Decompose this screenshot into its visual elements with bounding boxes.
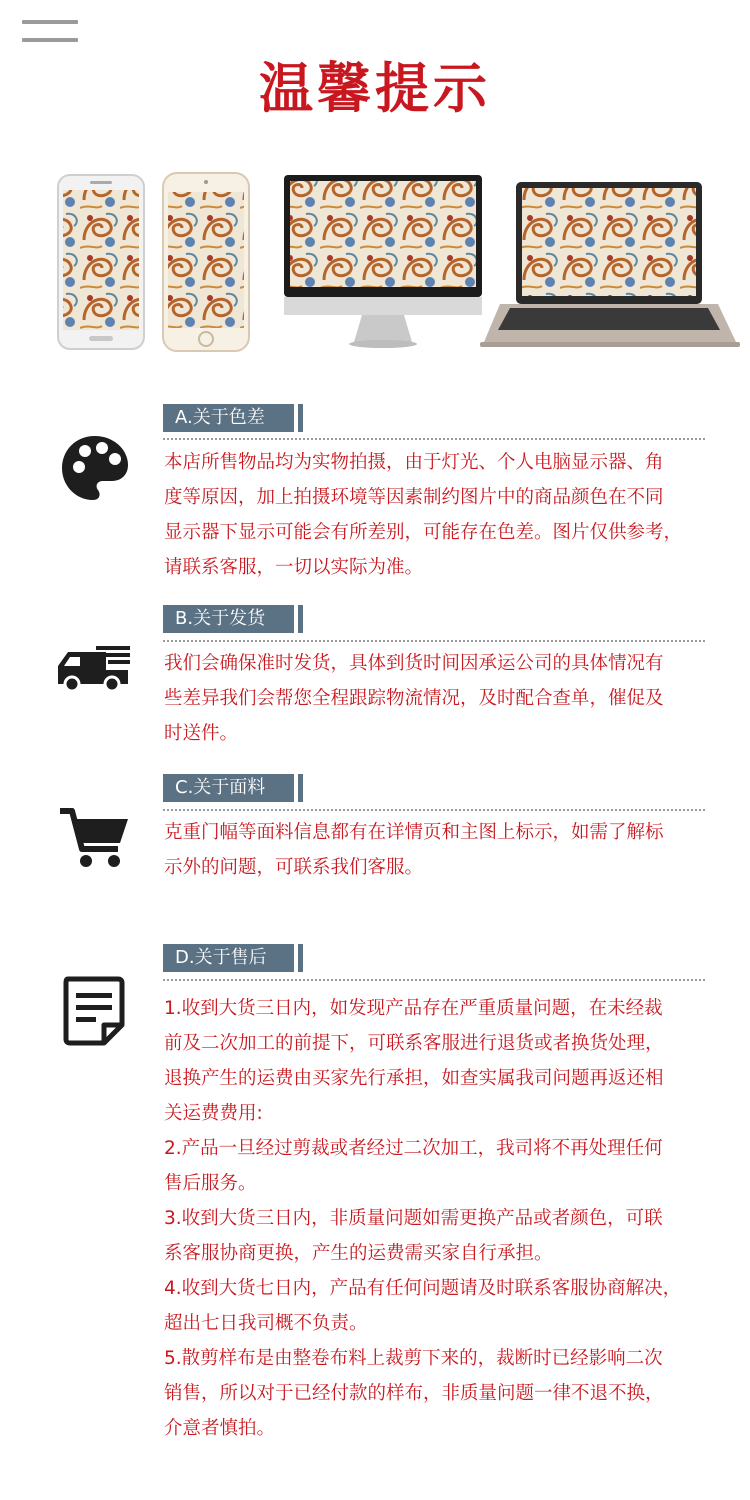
- devices-illustration: [0, 170, 750, 360]
- section-a-text: 本店所售物品均为实物拍摄，由于灯光、个人电脑显示器、角 度等原因，加上拍摄环境等因素制约图片中的商品颜色在不同 显示器下显示可能会有所差别，可能存在色差。图片仅供参考， 请联系客服，一切以实际为准。: [164, 452, 683, 578]
- phone-icon: [58, 175, 144, 349]
- divider: [163, 979, 705, 981]
- monitor-icon: [284, 175, 482, 348]
- section-d-header: [163, 944, 303, 972]
- section-c-text: 克重门幅等面料信息都有在详情页和主图上标示，如需了解标 示外的问题，可联系我们客服。: [164, 822, 664, 878]
- laptop-icon: [480, 182, 740, 347]
- cart-icon: [58, 805, 130, 871]
- section-c-header: [163, 774, 303, 802]
- palette-icon: [60, 434, 130, 504]
- section-d-text: 1.收到大货三日内，如发现产品存在严重质量问题，在未经裁 前及二次加工的前提下，可联系客服进行退货或者换货处理， 退换产生的运费由买家先行承担，如查实属我司问题再返还相 关运费费用: 2.产品一旦经过剪裁或者经过二次加工，我司将不再处理任何 售后服务。 3.收到大货三日内，非质量问题如需更换产品或者颜色，可联 系客服协商更换，产生的运费需买家自行承担。 4.收到大货七日内，产品有任何问题请及时联系客服协商解决， 超出七日我司概不负责。 5.散剪样布是由整卷布料上裁剪下来的，裁断时已经影响二次 销售，所以对于已经付款的样布，非质量问题一律不退不换， 介意者慎拍。: [164, 998, 682, 1439]
- truck-icon: [56, 644, 132, 694]
- section-d-title: D.关于售后: [163, 944, 294, 972]
- section-b-title: B.关于发货: [163, 605, 294, 633]
- document-icon: [62, 975, 126, 1047]
- section-b-header: [163, 605, 303, 633]
- divider: [163, 809, 705, 811]
- section-a-header: [163, 404, 303, 432]
- divider: [163, 438, 705, 440]
- section-a-title: A.关于色差: [163, 404, 294, 432]
- section-c-title: C.关于面料: [163, 774, 294, 802]
- page-title: 温馨提示: [259, 57, 491, 120]
- section-b-text: 我们会确保准时发货，具体到货时间因承运公司的具体情况有 些差异我们会帮您全程跟踪物流情况，及时配合查单，催促及 时送件。: [164, 653, 664, 744]
- phone-icon: [163, 173, 249, 351]
- divider: [163, 640, 705, 642]
